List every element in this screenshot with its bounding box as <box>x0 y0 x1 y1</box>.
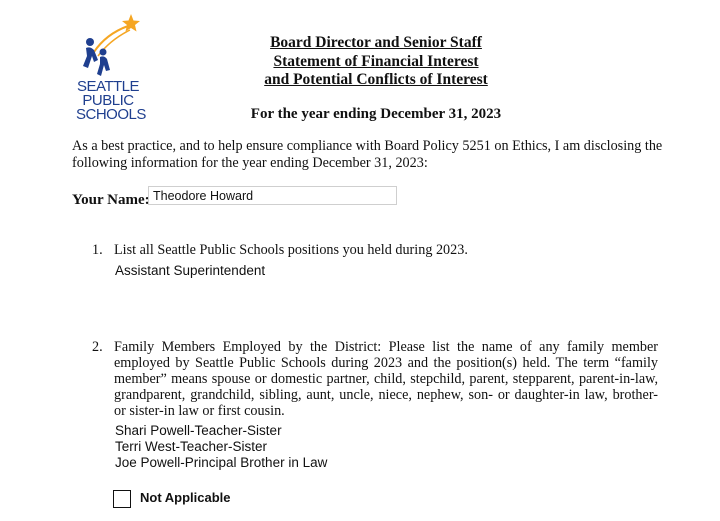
family-member-entry: Terri West-Teacher-Sister <box>115 439 268 455</box>
document-title <box>226 34 526 90</box>
logo-line-3: SCHOOLS <box>76 106 146 123</box>
question-2-text: Family Members Employed by the District: Please list the name of any family member employed by Seattle Public Schools during 2023 and the position(s) held. The term “family member” means spouse or domestic partner, child, stepchild, parent, stepparent, parent-in-law, grandparent, grandchild, sibling, aunt, uncle, niece, nephew, son- or daughter-in law, brother- or sister-in law or first cousin. <box>114 339 658 419</box>
family-member-entry: Joe Powell-Principal Brother in Law <box>115 455 328 471</box>
question-1-number: 1. <box>92 242 103 258</box>
intro-paragraph: As a best practice, and to help ensure compliance with Board Policy 5251 on Ethics, I am disclosing the following information for the year ending December 31, 2023: <box>72 138 663 171</box>
title-line-2: Statement of Financial Interest <box>273 52 479 70</box>
name-label: Your Name: <box>72 192 150 208</box>
family-member-entry: Shari Powell-Teacher-Sister <box>115 423 282 438</box>
name-field[interactable]: Theodore Howard <box>148 186 397 205</box>
question-2-number: 2. <box>92 339 103 355</box>
star-icon <box>122 14 140 32</box>
logo-line-2: PUBLIC <box>82 92 134 109</box>
question-1-text: List all Seattle Public Schools positions you held during 2023. <box>114 242 468 258</box>
title-line-3: and Potential Conflicts of Interest <box>264 71 488 88</box>
not-applicable-checkbox[interactable] <box>113 490 131 508</box>
logo-wordmark <box>76 78 146 123</box>
question-1-answer[interactable]: Assistant Superintendent <box>115 263 266 278</box>
question-2-answers[interactable] <box>115 423 327 472</box>
logo-line-1: SEATTLE <box>76 78 140 95</box>
year-heading: For the year ending December 31, 2023 <box>250 106 502 122</box>
not-applicable-label: Not Applicable <box>140 490 231 505</box>
title-line-1: Board Director and Senior Staff <box>270 34 482 51</box>
